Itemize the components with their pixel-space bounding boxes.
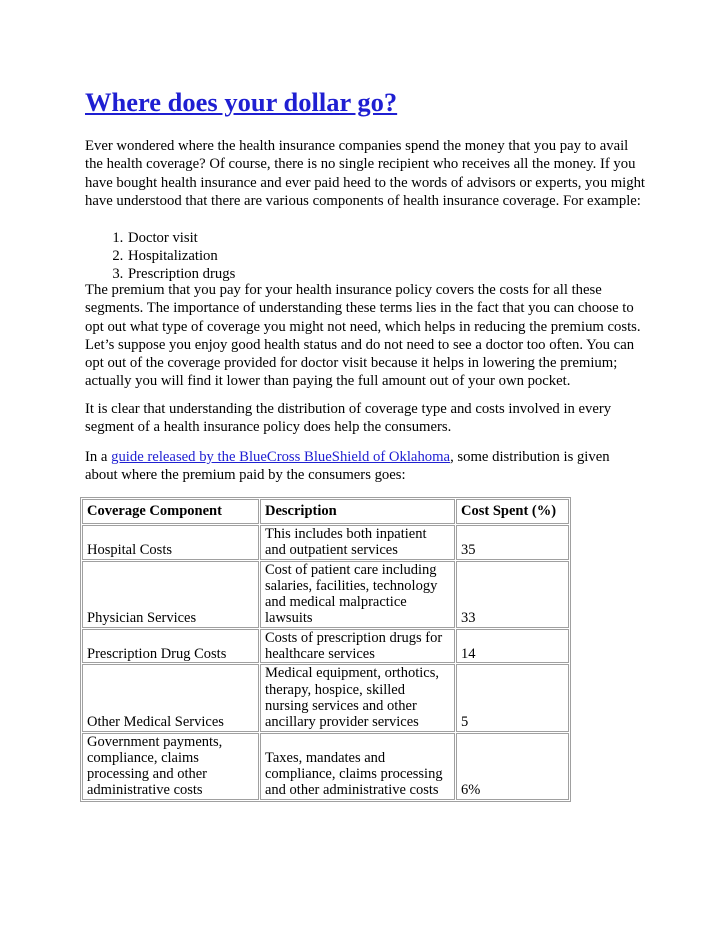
guide-text-after: , some distribution is given about where the premium paid by the consumers goes: — [85, 449, 610, 484]
list-item: 1. Doctor visit — [127, 229, 235, 247]
guide-text-before: In a — [85, 449, 112, 465]
cell-description: Medical equipment, orthotics, therapy, hospice, skilled nursing services and other ancillary provider services — [260, 664, 455, 731]
cell-component: Government payments, compliance, claims processing and other administrative costs — [82, 733, 259, 800]
list-item: 2. Hospitalization — [127, 247, 235, 265]
cell-cost: 33 — [456, 561, 569, 628]
cell-description: This includes both inpatient and outpatient services — [260, 525, 455, 560]
header-cost-spent: Cost Spent (%) — [456, 499, 569, 524]
table-row — [82, 561, 569, 628]
intro-paragraph: Ever wondered where the health insurance companies spend the money that you pay to avail the health coverage? Of course, there is no single recipient who receives all the money. If you have bought health insurance and ever paid heed to the words of advisors or experts, you might have understood that there are various components of health insurance coverage. For example: — [85, 138, 646, 209]
cell-cost: 6% — [456, 733, 569, 800]
cell-component: Hospital Costs — [82, 525, 259, 560]
table-header-row — [82, 499, 569, 524]
cell-description: Costs of prescription drugs for healthcare services — [260, 629, 455, 664]
coverage-list — [85, 229, 235, 283]
table-row — [82, 664, 569, 731]
header-coverage-component: Coverage Component — [82, 499, 259, 524]
understanding-paragraph: It is clear that understanding the distribution of coverage type and costs involved in every segment of a health insurance policy does help the consumers. — [85, 401, 612, 436]
bluecross-guide-link[interactable]: guide released by the BlueCross BlueShield of Oklahoma — [111, 449, 451, 465]
guide-paragraph — [85, 448, 645, 485]
premium-paragraph: The premium that you pay for your health insurance policy covers the costs for all these segments. The importance of understanding these terms lies in the fact that you can choose to opt out what type of coverage you might not need, which helps in reducing the premium costs. Let’s suppose you enjoy good health status and do not need to see a doctor too often. You can opt out of the coverage provided for doctor visit because it helps in lowering the premium; actually you will find it lower than paying the full amount out of your own pocket. — [85, 282, 641, 390]
cell-description: Cost of patient care including salaries, facilities, technology and medical malpractice lawsuits — [260, 561, 455, 628]
cell-cost: 5 — [456, 664, 569, 731]
cell-component: Other Medical Services — [82, 664, 259, 731]
cell-description: Taxes, mandates and compliance, claims processing and other administrative costs — [260, 733, 455, 800]
cell-component: Physician Services — [82, 561, 259, 628]
table-row — [82, 629, 569, 664]
cell-component: Prescription Drug Costs — [82, 629, 259, 664]
header-description: Description — [260, 499, 455, 524]
table-row — [82, 733, 569, 800]
cell-cost: 14 — [456, 629, 569, 664]
cell-cost: 35 — [456, 525, 569, 560]
page-title: Where does your dollar go? — [85, 87, 398, 117]
list-item: 3. Prescription drugs — [127, 265, 235, 283]
table-row — [82, 525, 569, 560]
premium-distribution-table — [80, 497, 571, 802]
